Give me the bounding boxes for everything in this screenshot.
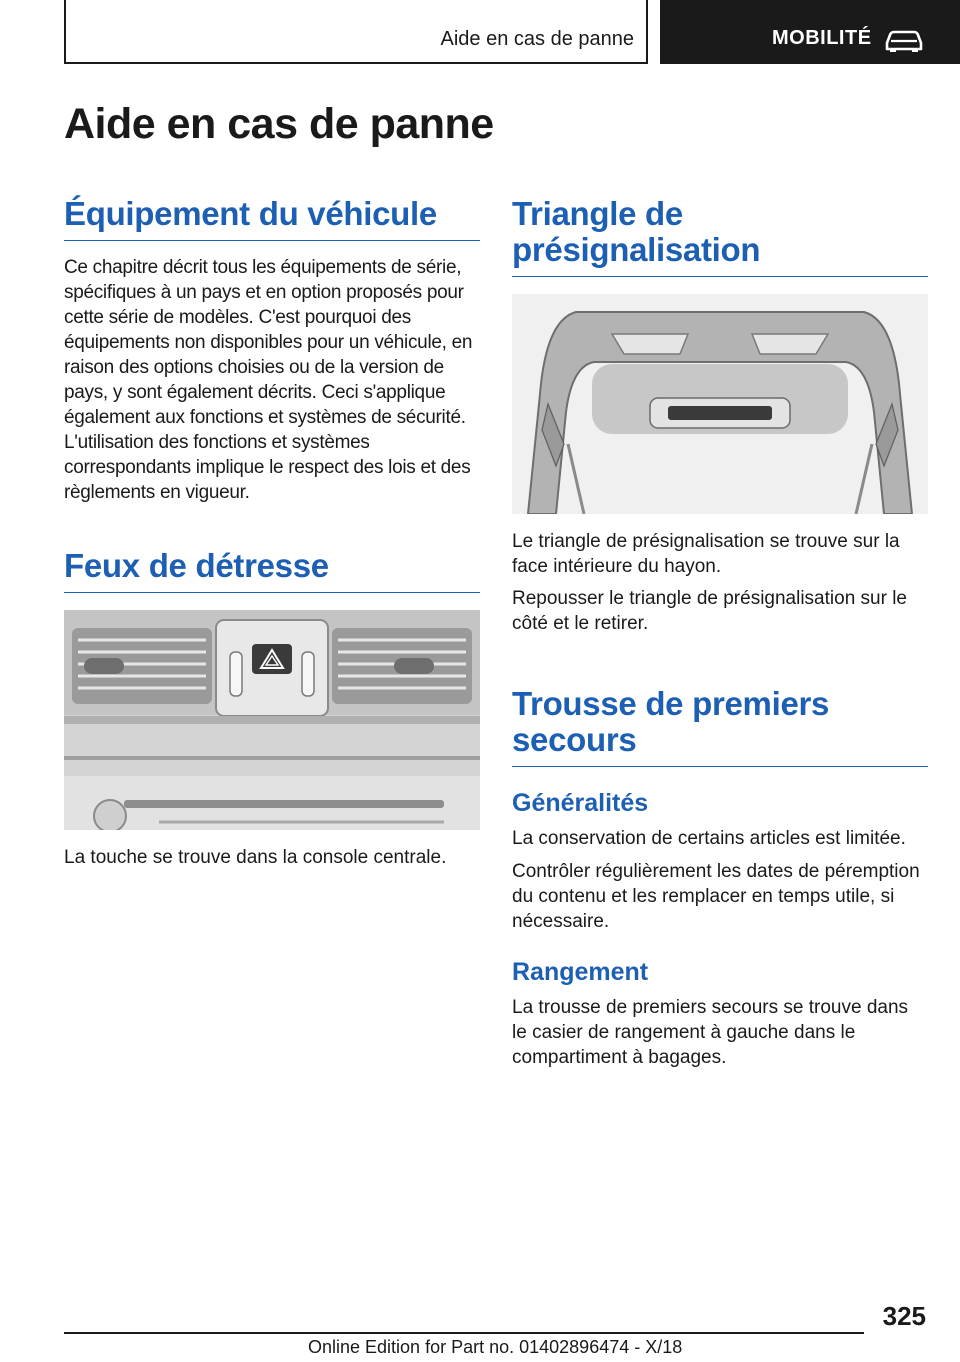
heading-trousse-premiers-secours: Trousse de premiers secours — [512, 686, 928, 767]
tailgate-illustration — [512, 294, 928, 514]
page-number: 325 — [882, 1301, 926, 1331]
footer-rule — [64, 1332, 864, 1334]
hazard-button-illustration — [64, 610, 480, 830]
header-section-label: Aide en cas de panne — [440, 28, 634, 50]
feux-caption: La touche se trouve dans la console centrale. — [64, 847, 447, 868]
heading-equipement-vehicule: Équipement du véhicule — [64, 196, 480, 241]
generalites-paragraph-2: Contrôler régulièrement les dates de péremption du contenu et les remplacer en temps utile, si nécessaire. — [512, 861, 920, 932]
heading-triangle-presignalisation: Triangle de présignalisation — [512, 196, 928, 277]
triangle-paragraph-2: Repousser le triangle de présignalisation sur le côté et le retirer. — [512, 588, 908, 634]
footer-edition-text: Online Edition for Part no. 01402896474 - X/18 — [308, 1337, 683, 1357]
equipement-body: Ce chapitre décrit tous les équipements de série, spécifiques à un pays et en option proposés pour cette série de modèles. C'est pourquoi des équipements non disponibles pour un véhicule, en raison des options choisies ou de la version de pays, y sont également décrits. Ceci s'applique également aux fonctions et systèmes de sécurité. L'utilisation des fonctions et systèmes correspondants implique le respect des lois et des règlements en vigueur. — [64, 257, 473, 503]
heading-rangement: Rangement — [512, 958, 649, 986]
page-title: Aide en cas de panne — [64, 100, 494, 148]
rangement-paragraph: La trousse de premiers secours se trouve dans le casier de rangement à gauche dans le compartiment à bagages. — [512, 997, 909, 1068]
car-icon — [884, 28, 924, 52]
header-chapter-label: MOBILITÉ — [772, 27, 872, 49]
triangle-paragraph-1: Le triangle de présignalisation se trouve sur la face intérieure du hayon. — [512, 531, 900, 577]
header-section-box — [64, 0, 648, 64]
generalites-paragraph-1: La conservation de certains articles est limitée. — [512, 828, 906, 849]
heading-feux-detresse: Feux de détresse — [64, 548, 480, 593]
heading-generalites: Généralités — [512, 789, 649, 817]
